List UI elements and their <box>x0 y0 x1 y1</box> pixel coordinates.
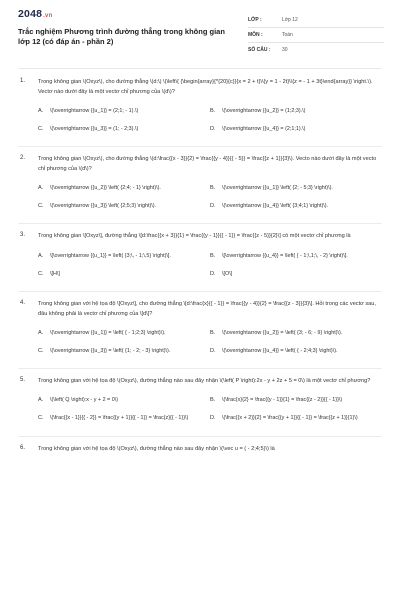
option-text: \(\overrightarrow {{u_3}} = \left( {1; - 2; - 3} \right)\). <box>50 347 171 354</box>
option-letter: D. <box>210 415 216 422</box>
option-letter: D. <box>210 347 216 354</box>
option-text: \(\overrightarrow {{u_4}} \left( {3;4;1} \right)\). <box>222 203 329 210</box>
option-a[interactable] <box>38 247 200 265</box>
document-title: Trắc nghiệm Phương trình đường thẳng trong không gian lớp 12 (có đáp án - phần 2) <box>18 27 225 46</box>
question-number: 2. <box>20 155 26 162</box>
option-a[interactable] <box>38 324 200 342</box>
info-row-class <box>248 13 384 28</box>
info-row-count <box>248 43 384 57</box>
question-6 <box>0 445 400 455</box>
option-letter: A. <box>38 185 44 192</box>
option-text: \(\overrightarrow {{u_1}} = (2;1; - 1).\) <box>50 107 139 114</box>
question-text: Trong không gian \(Oxyz\), cho đường thẳng \(d:\) \(\left\{ {\begin{array}{*{20}{c}}{x = 2 + t}\\{y = 1 - 2t}\\{z = - 1 + 3t}\end{array}} \right.\). Vectơ nào dưới đây là một vectơ chỉ phương của \(d\)? <box>38 79 373 95</box>
option-text: \[\overrightarrow {{u_4}} = \left( { - 1;\,1;\, - 2} \right)\]. <box>222 252 348 259</box>
info-label: SỐ CÂU : <box>248 47 271 53</box>
option-a[interactable] <box>38 179 200 197</box>
question-divider <box>18 291 382 292</box>
question-text: Trong không gian \(Oxyz\), cho đường thẳng \(d:\frac{{x - 3}}{2} = \frac{{y - 4}}{{ - 5}} = \frac{{z + 1}}{3}\). Vecto nào dưới đây là một vecto chỉ phương của \(d\)? <box>38 156 377 172</box>
question-divider <box>18 436 382 437</box>
question-divider <box>18 146 382 147</box>
option-text: \[H\] <box>50 270 60 277</box>
option-b[interactable] <box>210 102 372 120</box>
option-d[interactable] <box>210 120 372 138</box>
question-number: 1. <box>20 78 26 84</box>
question-2 <box>0 155 400 215</box>
option-letter: C. <box>38 270 44 277</box>
question-number: 6. <box>20 444 26 451</box>
option-a[interactable] <box>38 102 200 120</box>
info-value: 30 <box>282 47 288 53</box>
question-5 <box>0 377 400 428</box>
option-grid <box>38 392 382 428</box>
option-c[interactable] <box>38 342 200 360</box>
header-divider <box>18 68 382 69</box>
option-grid <box>38 247 382 283</box>
info-box <box>248 13 384 57</box>
option-grid <box>38 179 382 215</box>
question-divider <box>18 368 382 369</box>
option-letter: C. <box>38 347 44 354</box>
info-label: LỚP : <box>248 17 262 23</box>
option-b[interactable] <box>210 179 372 197</box>
option-a[interactable] <box>38 392 200 410</box>
option-d[interactable] <box>210 265 372 283</box>
option-text: \(\frac{{x + 2}}{2} = \frac{{y + 1}}{{ - 1}} = \frac{{z + 1}}{1}\) <box>222 415 358 422</box>
info-value: Lớp 12 <box>282 17 298 23</box>
question-4 <box>0 300 400 360</box>
option-text: \(\overrightarrow {{u_4}} = \left( { - 2;4;3} \right)\). <box>222 347 338 354</box>
option-b[interactable] <box>210 392 372 410</box>
option-letter: C. <box>38 125 44 132</box>
option-grid <box>38 324 382 360</box>
question-text: Trong không gian \[Oxyz\], đường thẳng \[d:\frac{{x + 3}}{1} = \frac{{y - 1}}{{ - 1}} = \frac{{z - 5}}{2}\] có một vectơ chỉ phương là <box>38 233 351 240</box>
option-text: \(\overrightarrow {{u_2}} \left( {2;4; - 1} \right)\). <box>50 185 161 192</box>
question-text: Trong không gian với hệ tọa độ \(Oxyz\), đường thẳng nào sau đây nhận \(\vec u = ( - 2;4;5)\) là <box>38 445 275 452</box>
option-letter: B. <box>210 397 216 404</box>
info-label: MÔN : <box>248 32 263 38</box>
option-text: \(\overrightarrow {{u_1}} = \left( { - 1;2;3} \right)\). <box>50 329 166 336</box>
option-letter: C. <box>38 203 44 210</box>
logo-suffix: .vn <box>43 13 53 19</box>
question-list <box>0 78 400 454</box>
question-1 <box>0 78 400 138</box>
option-c[interactable] <box>38 120 200 138</box>
option-c[interactable] <box>38 197 200 215</box>
option-text: \(\overrightarrow {{u_1}} \left( {2; - 5;3} \right)\). <box>222 185 333 192</box>
option-letter: A. <box>38 107 44 114</box>
option-text: \(\overrightarrow {{u_3}} = (1; - 2;3).\) <box>50 125 139 132</box>
logo-main: 2048 <box>18 8 43 20</box>
option-text: \(\frac{x}{2} = \frac{{y - 1}}{1} = \frac{{z - 2}}{{ - 1}}\) <box>222 397 343 404</box>
question-number: 3. <box>20 232 26 239</box>
option-text: \(\overrightarrow {{u_2}} = \left( {3; - 6; - 9} \right)\). <box>222 329 343 336</box>
question-text: Trong không gian với hệ tọa độ \[Oxyz\], cho đường thẳng \[d:\frac{x}{{ - 1}} = \frac{{y - 4}}{2} = \frac{{z - 3}}{3}\]. Hỏi trong các vectơ sau, đâu không phải là vectơ chỉ phương của \[d\]? <box>38 300 376 317</box>
option-text: \(\overrightarrow {{u_4}} = (2;1;1).\) <box>222 125 306 132</box>
option-letter: D. <box>210 125 216 132</box>
document-header <box>0 0 400 64</box>
option-d[interactable] <box>210 342 372 360</box>
site-logo[interactable] <box>18 8 52 20</box>
option-text: \[O\] <box>222 270 233 277</box>
option-letter: D. <box>210 203 216 210</box>
option-b[interactable] <box>210 247 372 265</box>
question-text: Trong không gian với hệ tọa độ \(Oxyz\), đường thẳng nào sau đây nhận \(\left( P \right):2x - y + 2z + 5 = 0\) là một vectơ chỉ phương? <box>38 378 371 385</box>
info-row-subject <box>248 28 384 43</box>
option-letter: A. <box>38 329 44 336</box>
option-letter: C. <box>38 415 44 422</box>
option-letter: B. <box>210 252 216 259</box>
info-value: Toán <box>282 32 293 38</box>
option-text: \(\frac{{x - 1}}{{ - 2}} = \frac{{y + 1}}{{ - 1}} = \frac{z}{{ - 1}}\) <box>50 415 189 422</box>
option-text: \(\left( Q \right):x - y + 2 = 0\) <box>50 397 118 404</box>
option-letter: A. <box>38 397 44 404</box>
question-divider <box>18 223 382 224</box>
option-text: \[\overrightarrow {{u_1}} = \left( {3;\, - 1;\,5} \right)\]. <box>50 252 171 259</box>
option-d[interactable] <box>210 197 372 215</box>
question-3 <box>0 232 400 283</box>
option-letter: B. <box>210 185 216 192</box>
option-d[interactable] <box>210 410 372 428</box>
option-b[interactable] <box>210 324 372 342</box>
option-text: \(\overrightarrow {{u_2}} = (1;2;3).\) <box>222 107 306 114</box>
option-text: \(\overrightarrow {{u_3}} \left( {2;5;3} \right)\). <box>50 203 157 210</box>
option-letter: B. <box>210 107 216 114</box>
option-letter: D. <box>210 270 216 277</box>
question-number: 5. <box>20 377 26 384</box>
option-letter: B. <box>210 329 216 336</box>
option-c[interactable] <box>38 265 200 283</box>
question-number: 4. <box>20 299 26 306</box>
option-letter: A. <box>38 252 44 259</box>
option-c[interactable] <box>38 410 200 428</box>
option-grid <box>38 102 382 138</box>
